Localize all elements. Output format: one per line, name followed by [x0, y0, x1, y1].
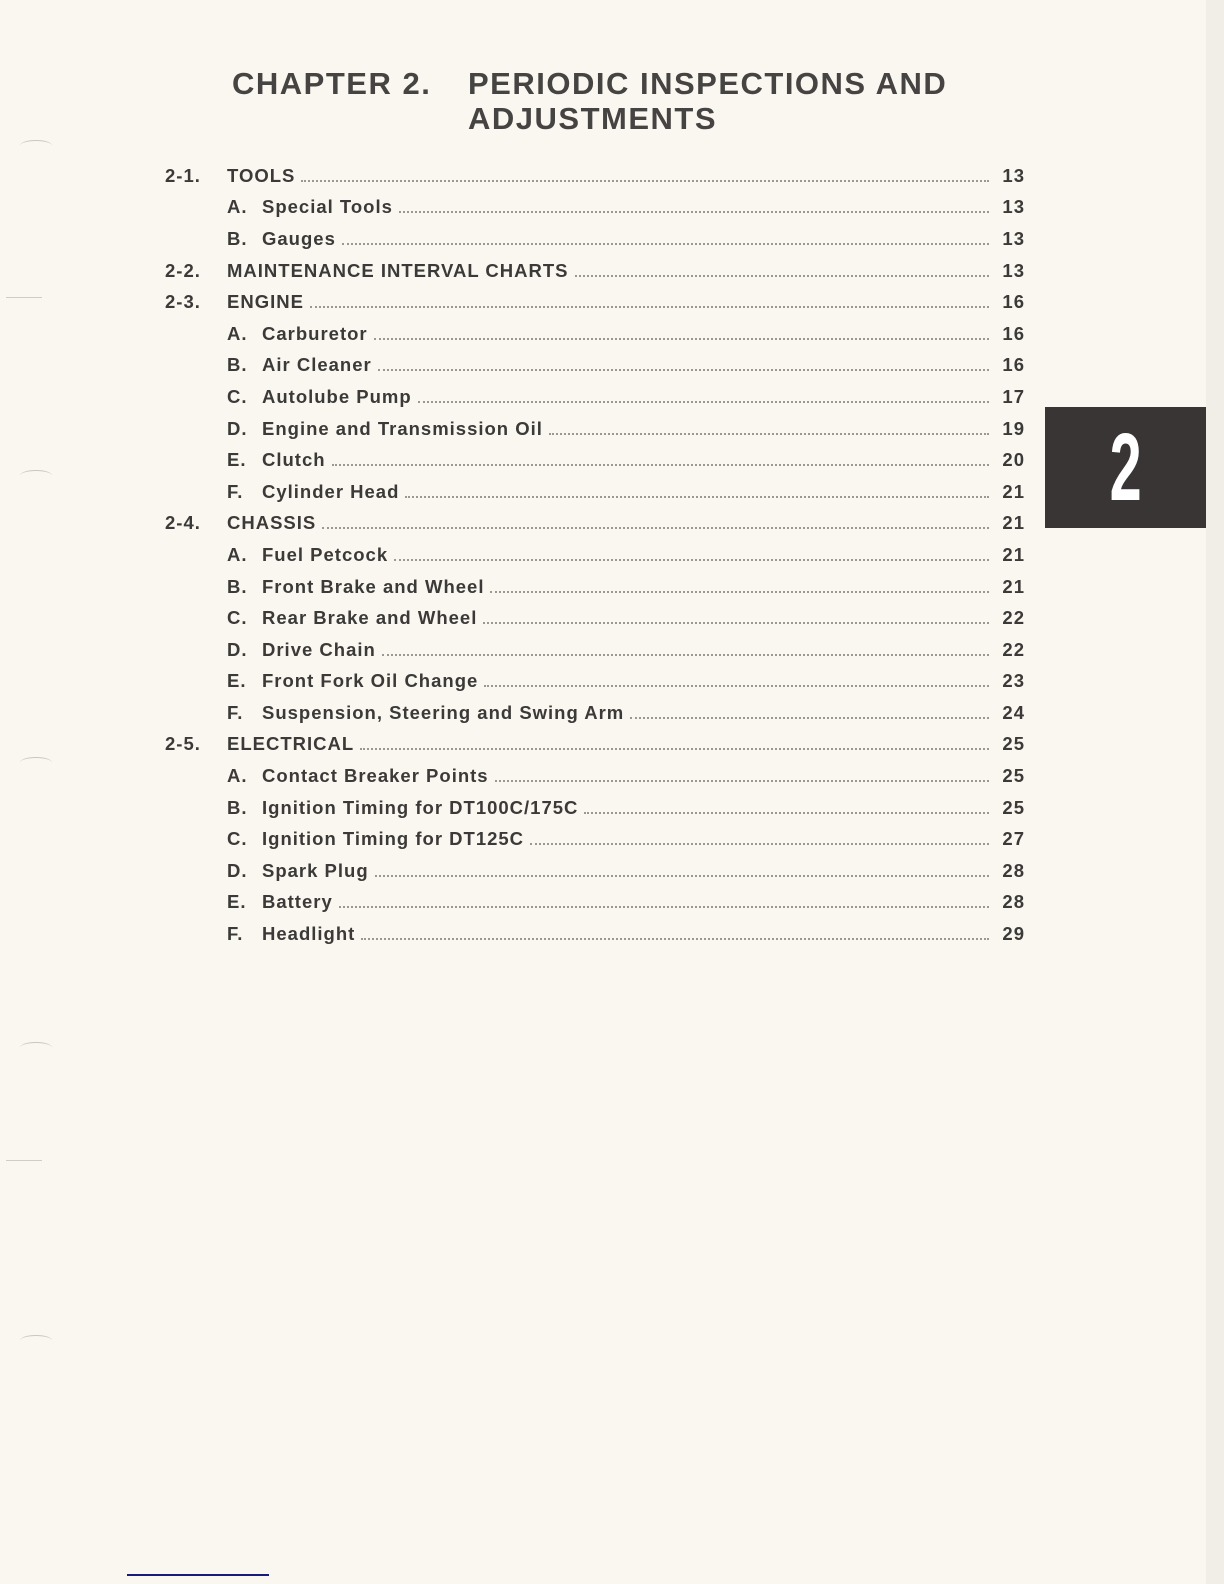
toc-label: Front Brake and Wheel	[262, 575, 485, 597]
toc-page-number: 17	[1002, 385, 1025, 407]
toc-subentry[interactable]	[165, 760, 1025, 792]
toc-subentry[interactable]	[165, 413, 1025, 445]
toc-page-number: 24	[1002, 701, 1025, 723]
toc-label: Headlight	[262, 923, 356, 945]
toc-page-number: 27	[1002, 828, 1025, 850]
toc-label: Special Tools	[262, 196, 393, 218]
table-of-contents	[165, 160, 1025, 950]
binder-hole-mark	[20, 1042, 52, 1053]
toc-letter: B.	[227, 354, 248, 376]
toc-subentry[interactable]	[165, 381, 1025, 413]
toc-subentry[interactable]	[165, 918, 1025, 950]
toc-label: Gauges	[262, 227, 336, 249]
toc-letter: A.	[227, 765, 248, 787]
toc-subentry[interactable]	[165, 602, 1025, 634]
toc-label: Carburetor	[262, 322, 368, 344]
toc-page-number: 23	[1002, 670, 1025, 692]
toc-page-number: 22	[1002, 638, 1025, 660]
toc-page-number: 25	[1002, 733, 1025, 755]
toc-page-number: 21	[1002, 543, 1025, 565]
toc-page-number: 20	[1002, 449, 1025, 471]
toc-page-number: 25	[1002, 796, 1025, 818]
chapter-title-line2: ADJUSTMENTS	[468, 101, 718, 136]
toc-letter: C.	[227, 828, 248, 850]
toc-letter: A.	[227, 322, 248, 344]
dot-leader	[630, 717, 989, 719]
toc-section[interactable]	[165, 729, 1025, 761]
toc-letter: F.	[227, 480, 244, 502]
chapter-title-line1: PERIODIC INSPECTIONS AND	[468, 66, 948, 101]
toc-page-number: 16	[1002, 291, 1025, 313]
toc-section[interactable]	[165, 160, 1025, 192]
toc-page-number: 21	[1002, 480, 1025, 502]
toc-subentry[interactable]	[165, 223, 1025, 255]
toc-page-number: 28	[1002, 859, 1025, 881]
toc-section-number: 2-5.	[165, 733, 201, 755]
dot-leader	[310, 306, 989, 308]
toc-subentry[interactable]	[165, 444, 1025, 476]
toc-subentry[interactable]	[165, 855, 1025, 887]
toc-section-number: 2-4.	[165, 512, 201, 534]
dot-leader	[375, 875, 989, 877]
toc-page-number: 13	[1002, 259, 1025, 281]
toc-page-number: 29	[1002, 923, 1025, 945]
toc-subentry[interactable]	[165, 697, 1025, 729]
binder-hole-mark	[20, 757, 52, 768]
dot-leader	[584, 812, 989, 814]
toc-page-number: 25	[1002, 765, 1025, 787]
dot-leader	[374, 338, 989, 340]
toc-label: Front Fork Oil Change	[262, 670, 479, 692]
dot-leader	[495, 780, 989, 782]
toc-letter: F.	[227, 701, 244, 723]
page-edge-shadow	[1206, 0, 1224, 1584]
toc-label: Ignition Timing for DT100C/175C	[262, 796, 579, 818]
toc-letter: F.	[227, 923, 244, 945]
binder-hole-mark	[20, 470, 52, 481]
toc-label: Air Cleaner	[262, 354, 372, 376]
chapter-tab-label: 2	[1109, 413, 1142, 521]
toc-label: Battery	[262, 891, 333, 913]
dot-leader	[418, 401, 989, 403]
toc-label: Suspension, Steering and Swing Arm	[262, 701, 625, 723]
toc-subentry[interactable]	[165, 792, 1025, 824]
toc-section[interactable]	[165, 508, 1025, 540]
dot-leader	[378, 369, 989, 371]
dot-leader	[483, 622, 989, 624]
toc-page-number: 19	[1002, 417, 1025, 439]
toc-page-number: 21	[1002, 512, 1025, 534]
toc-section[interactable]	[165, 286, 1025, 318]
dot-leader	[342, 243, 989, 245]
toc-label: Rear Brake and Wheel	[262, 607, 478, 629]
toc-label: Engine and Transmission Oil	[262, 417, 543, 439]
toc-label: ELECTRICAL	[227, 733, 355, 755]
toc-letter: A.	[227, 196, 248, 218]
toc-subentry[interactable]	[165, 634, 1025, 666]
dot-leader	[322, 527, 989, 529]
binder-hole-mark	[20, 1335, 52, 1346]
toc-letter: B.	[227, 575, 248, 597]
toc-letter: E.	[227, 449, 247, 471]
dot-leader	[394, 559, 989, 561]
dot-leader	[382, 654, 989, 656]
dot-leader	[484, 685, 989, 687]
toc-label: Fuel Petcock	[262, 543, 389, 565]
toc-subentry[interactable]	[165, 192, 1025, 224]
binder-hole-mark	[20, 140, 52, 151]
footer-rule	[127, 1574, 269, 1576]
toc-page-number: 28	[1002, 891, 1025, 913]
chapter-tab[interactable]	[1045, 407, 1206, 528]
toc-subentry[interactable]	[165, 666, 1025, 698]
toc-page-number: 16	[1002, 322, 1025, 344]
toc-label: Spark Plug	[262, 859, 369, 881]
binder-line-mark	[6, 297, 42, 298]
toc-label: MAINTENANCE INTERVAL CHARTS	[227, 259, 569, 281]
dot-leader	[530, 843, 989, 845]
toc-section-number: 2-3.	[165, 291, 201, 313]
toc-label: Drive Chain	[262, 638, 376, 660]
toc-page-number: 13	[1002, 164, 1025, 186]
dot-leader	[360, 748, 989, 750]
dot-leader	[301, 180, 989, 182]
toc-label: Ignition Timing for DT125C	[262, 828, 525, 850]
toc-letter: B.	[227, 796, 248, 818]
dot-leader	[339, 906, 989, 908]
toc-section-number: 2-2.	[165, 259, 201, 281]
toc-letter: C.	[227, 607, 248, 629]
toc-label: Cylinder Head	[262, 480, 400, 502]
toc-page-number: 22	[1002, 607, 1025, 629]
toc-subentry[interactable]	[165, 350, 1025, 382]
toc-subentry[interactable]	[165, 539, 1025, 571]
dot-leader	[405, 496, 989, 498]
toc-section[interactable]	[165, 255, 1025, 287]
toc-subentry[interactable]	[165, 476, 1025, 508]
toc-page-number: 13	[1002, 227, 1025, 249]
toc-page-number: 16	[1002, 354, 1025, 376]
toc-label: ENGINE	[227, 291, 304, 313]
toc-letter: B.	[227, 227, 248, 249]
chapter-number: CHAPTER 2.	[232, 66, 432, 101]
toc-label: Contact Breaker Points	[262, 765, 489, 787]
dot-leader	[575, 275, 989, 277]
binder-line-mark	[6, 1160, 42, 1161]
toc-letter: E.	[227, 670, 247, 692]
toc-label: TOOLS	[227, 164, 296, 186]
toc-letter: D.	[227, 638, 248, 660]
toc-page-number: 13	[1002, 196, 1025, 218]
dot-leader	[361, 938, 989, 940]
toc-letter: D.	[227, 417, 248, 439]
toc-letter: C.	[227, 385, 248, 407]
toc-letter: E.	[227, 891, 247, 913]
toc-label: Autolube Pump	[262, 385, 412, 407]
toc-section-number: 2-1.	[165, 164, 201, 186]
toc-page-number: 21	[1002, 575, 1025, 597]
toc-subentry[interactable]	[165, 823, 1025, 855]
dot-leader	[549, 433, 989, 435]
toc-subentry[interactable]	[165, 887, 1025, 919]
toc-subentry[interactable]	[165, 571, 1025, 603]
dot-leader	[399, 211, 989, 213]
toc-letter: D.	[227, 859, 248, 881]
dot-leader	[490, 591, 989, 593]
toc-letter: A.	[227, 543, 248, 565]
toc-label: CHASSIS	[227, 512, 317, 534]
toc-label: Clutch	[262, 449, 326, 471]
toc-subentry[interactable]	[165, 318, 1025, 350]
dot-leader	[332, 464, 989, 466]
